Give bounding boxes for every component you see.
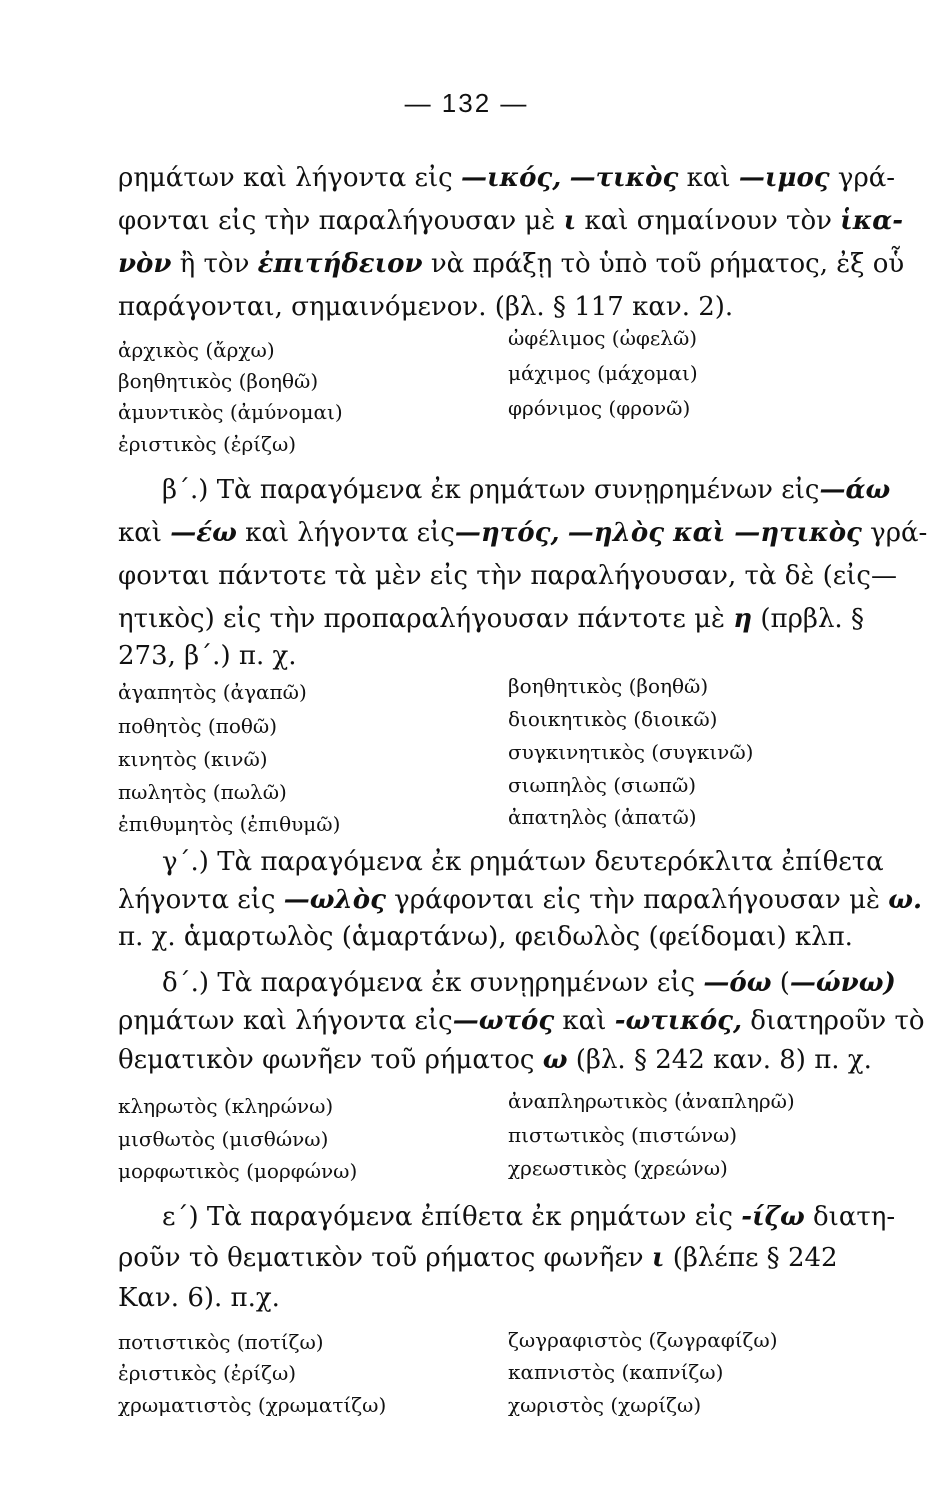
suffix: —τικὸς [569,163,679,193]
text-line [118,560,918,592]
suffix: ι [651,1243,665,1273]
text-line [118,603,918,635]
suffix: —ωλὸς [283,885,386,915]
text: (βλέπε § 242 [664,1243,838,1273]
text: φονται πάντοτε τὰ μὲν εἰς τὴν παραλήγουσαν, τὰ δὲ (εἰς— [118,561,897,591]
text: διατη- [804,1202,896,1232]
example-right: ἀπατηλὸς (ἀπατῶ) [508,805,697,829]
suffix: —έω [170,518,237,548]
example-left: κληρωτὸς (κληρώνω) [118,1094,334,1118]
example-right: πιστωτικὸς (πιστώνω) [508,1123,738,1147]
text-line [118,884,922,916]
example-right: ζωγραφιστὸς (ζωγραφίζω) [508,1328,778,1352]
text: γ΄.) Τὰ παραγόμενα ἐκ ρημάτων δευτερόκλιτα ἐπίθετα [162,847,884,877]
text: γράφονται εἰς τὴν παραλήγουσαν μὲ [385,885,889,915]
text [560,518,568,548]
example-left: ἐπιθυμητὸς (ἐπιθυμῶ) [118,812,341,836]
example-right: ἀναπληρωτικὸς (ἀναπληρῶ) [508,1089,795,1113]
text-line [118,517,928,549]
text: θεματικὸν φωνῆεν τοῦ ρήματος [118,1045,543,1075]
example-right: χρεωστικὸς (χρεώνω) [508,1156,728,1180]
suffix: -ωτικός, [614,1006,743,1036]
text: καὶ [118,518,171,548]
text: καὶ [678,163,739,193]
text [561,163,569,193]
text-line [162,1201,933,1233]
example-left: ἐριστικὸς (ἐρίζω) [118,432,297,456]
text: διατηροῦν τὸ [742,1006,925,1036]
text-line [118,162,918,194]
suffix: —ικός, [461,163,562,193]
suffix: —ωτός [452,1006,555,1036]
page-number: — 132 — [404,88,529,118]
text-line [118,248,918,280]
text-line [118,1282,918,1314]
text: ητικὸς) εἰς τὴν προπαραλήγουσαν πάντοτε μὲ [118,604,734,634]
suffix: ἐπιτήδειον [257,249,423,279]
example-right: ὠφέλιμος (ὠφελῶ) [508,326,698,350]
text: ροῦν τὸ θεματικὸν τοῦ ρήματος φωνῆεν [118,1243,652,1273]
text-line [118,1044,918,1076]
text: φονται εἰς τὴν παραλήγουσαν μὲ [118,206,564,236]
example-left: βοηθητικὸς (βοηθῶ) [118,369,319,393]
example-right: βοηθητικὸς (βοηθῶ) [508,674,709,698]
text: νὰ πράξῃ τὸ ὑπὸ τοῦ ρήματος, ἐξ οὗ [422,249,905,279]
example-right: φρόνιμος (φρονῶ) [508,396,691,420]
text: (πρβλ. § [752,604,864,634]
suffix: —άω [819,475,891,505]
text: ἢ τὸν [171,249,258,279]
text: ( [771,968,790,998]
text-line [118,291,918,323]
suffix: —ητός, [454,518,560,548]
example-left: ποτιστικὸς (ποτίζω) [118,1330,324,1354]
example-left: ἐριστικὸς (ἐρίζω) [118,1361,297,1385]
text: καὶ λήγοντα εἰς [236,518,455,548]
text-line [118,921,918,953]
example-left: ἀμυντικὸς (ἀμύνομαι) [118,400,343,424]
text: (βλ. § 242 καν. 8) π. χ. [567,1045,872,1075]
text: γρά- [829,163,896,193]
text: ε΄) Τὰ παραγόμενα ἐπίθετα ἐκ ρημάτων εἰς [162,1202,742,1232]
example-right: συγκινητικὸς (συγκινῶ) [508,740,754,764]
example-right: χωριστὸς (χωρίζω) [508,1393,702,1417]
text-line [118,1005,925,1037]
text-line [118,640,918,672]
text: καὶ [554,1006,615,1036]
text: β΄.) Τὰ παραγόμενα ἐκ ρημάτων συνῃρημένων εἰς [162,475,820,505]
suffix: νὸν [118,249,172,279]
text-line [162,474,933,506]
example-left: μισθωτὸς (μισθώνω) [118,1127,329,1151]
example-right: καπνιστὸς (καπνίζω) [508,1360,724,1384]
suffix: ω [542,1045,568,1075]
example-left: χρωματιστὸς (χρωματίζω) [118,1393,387,1417]
text: παράγονται, σημαινόμενον. (βλ. § 117 καν. 2). [118,292,734,322]
text: ρημάτων καὶ λήγοντα εἰς [118,1006,453,1036]
text: γρά- [861,518,928,548]
text-line [162,967,933,999]
text: λήγοντα εἰς [118,885,284,915]
text: Καν. 6). π.χ. [118,1283,280,1313]
suffix: ι [563,206,577,236]
suffix: —όω [703,968,772,998]
example-left: μορφωτικὸς (μορφώνω) [118,1159,358,1183]
example-left: ἀγαπητὸς (ἀγαπῶ) [118,680,307,704]
suffix: ω. [888,885,922,915]
example-left: πωλητὸς (πωλῶ) [118,780,287,804]
suffix: —ώνω) [789,968,896,998]
suffix: ἱκα- [840,206,904,236]
text: 273, β΄.) π. χ. [118,641,297,671]
example-left: ποθητὸς (ποθῶ) [118,714,278,738]
suffix: η [733,604,753,634]
example-left: ἀρχικὸς (ἄρχω) [118,338,275,362]
text-line [118,1242,918,1274]
text-line [118,205,918,237]
example-right: σιωπηλὸς (σιωπῶ) [508,773,697,797]
text: καὶ σημαίνουν τὸν [576,206,841,236]
example-right: μάχιμος (μάχομαι) [508,361,698,385]
suffix: -ίζω [741,1202,805,1232]
text: π. χ. ἁμαρτωλὸς (ἁμαρτάνω), φειδωλὸς (φείδομαι) κλπ. [118,922,853,952]
example-right: διοικητικὸς (διοικῶ) [508,707,718,731]
example-left: κινητὸς (κινῶ) [118,747,268,771]
suffix: —ιμος [738,163,830,193]
text-line [162,846,933,878]
text: ρημάτων καὶ λήγοντα εἰς [118,163,461,193]
suffix: —ηλὸς καὶ —ητικὸς [567,518,862,548]
text: δ΄.) Τὰ παραγόμενα ἐκ συνῃρημένων εἰς [162,968,704,998]
